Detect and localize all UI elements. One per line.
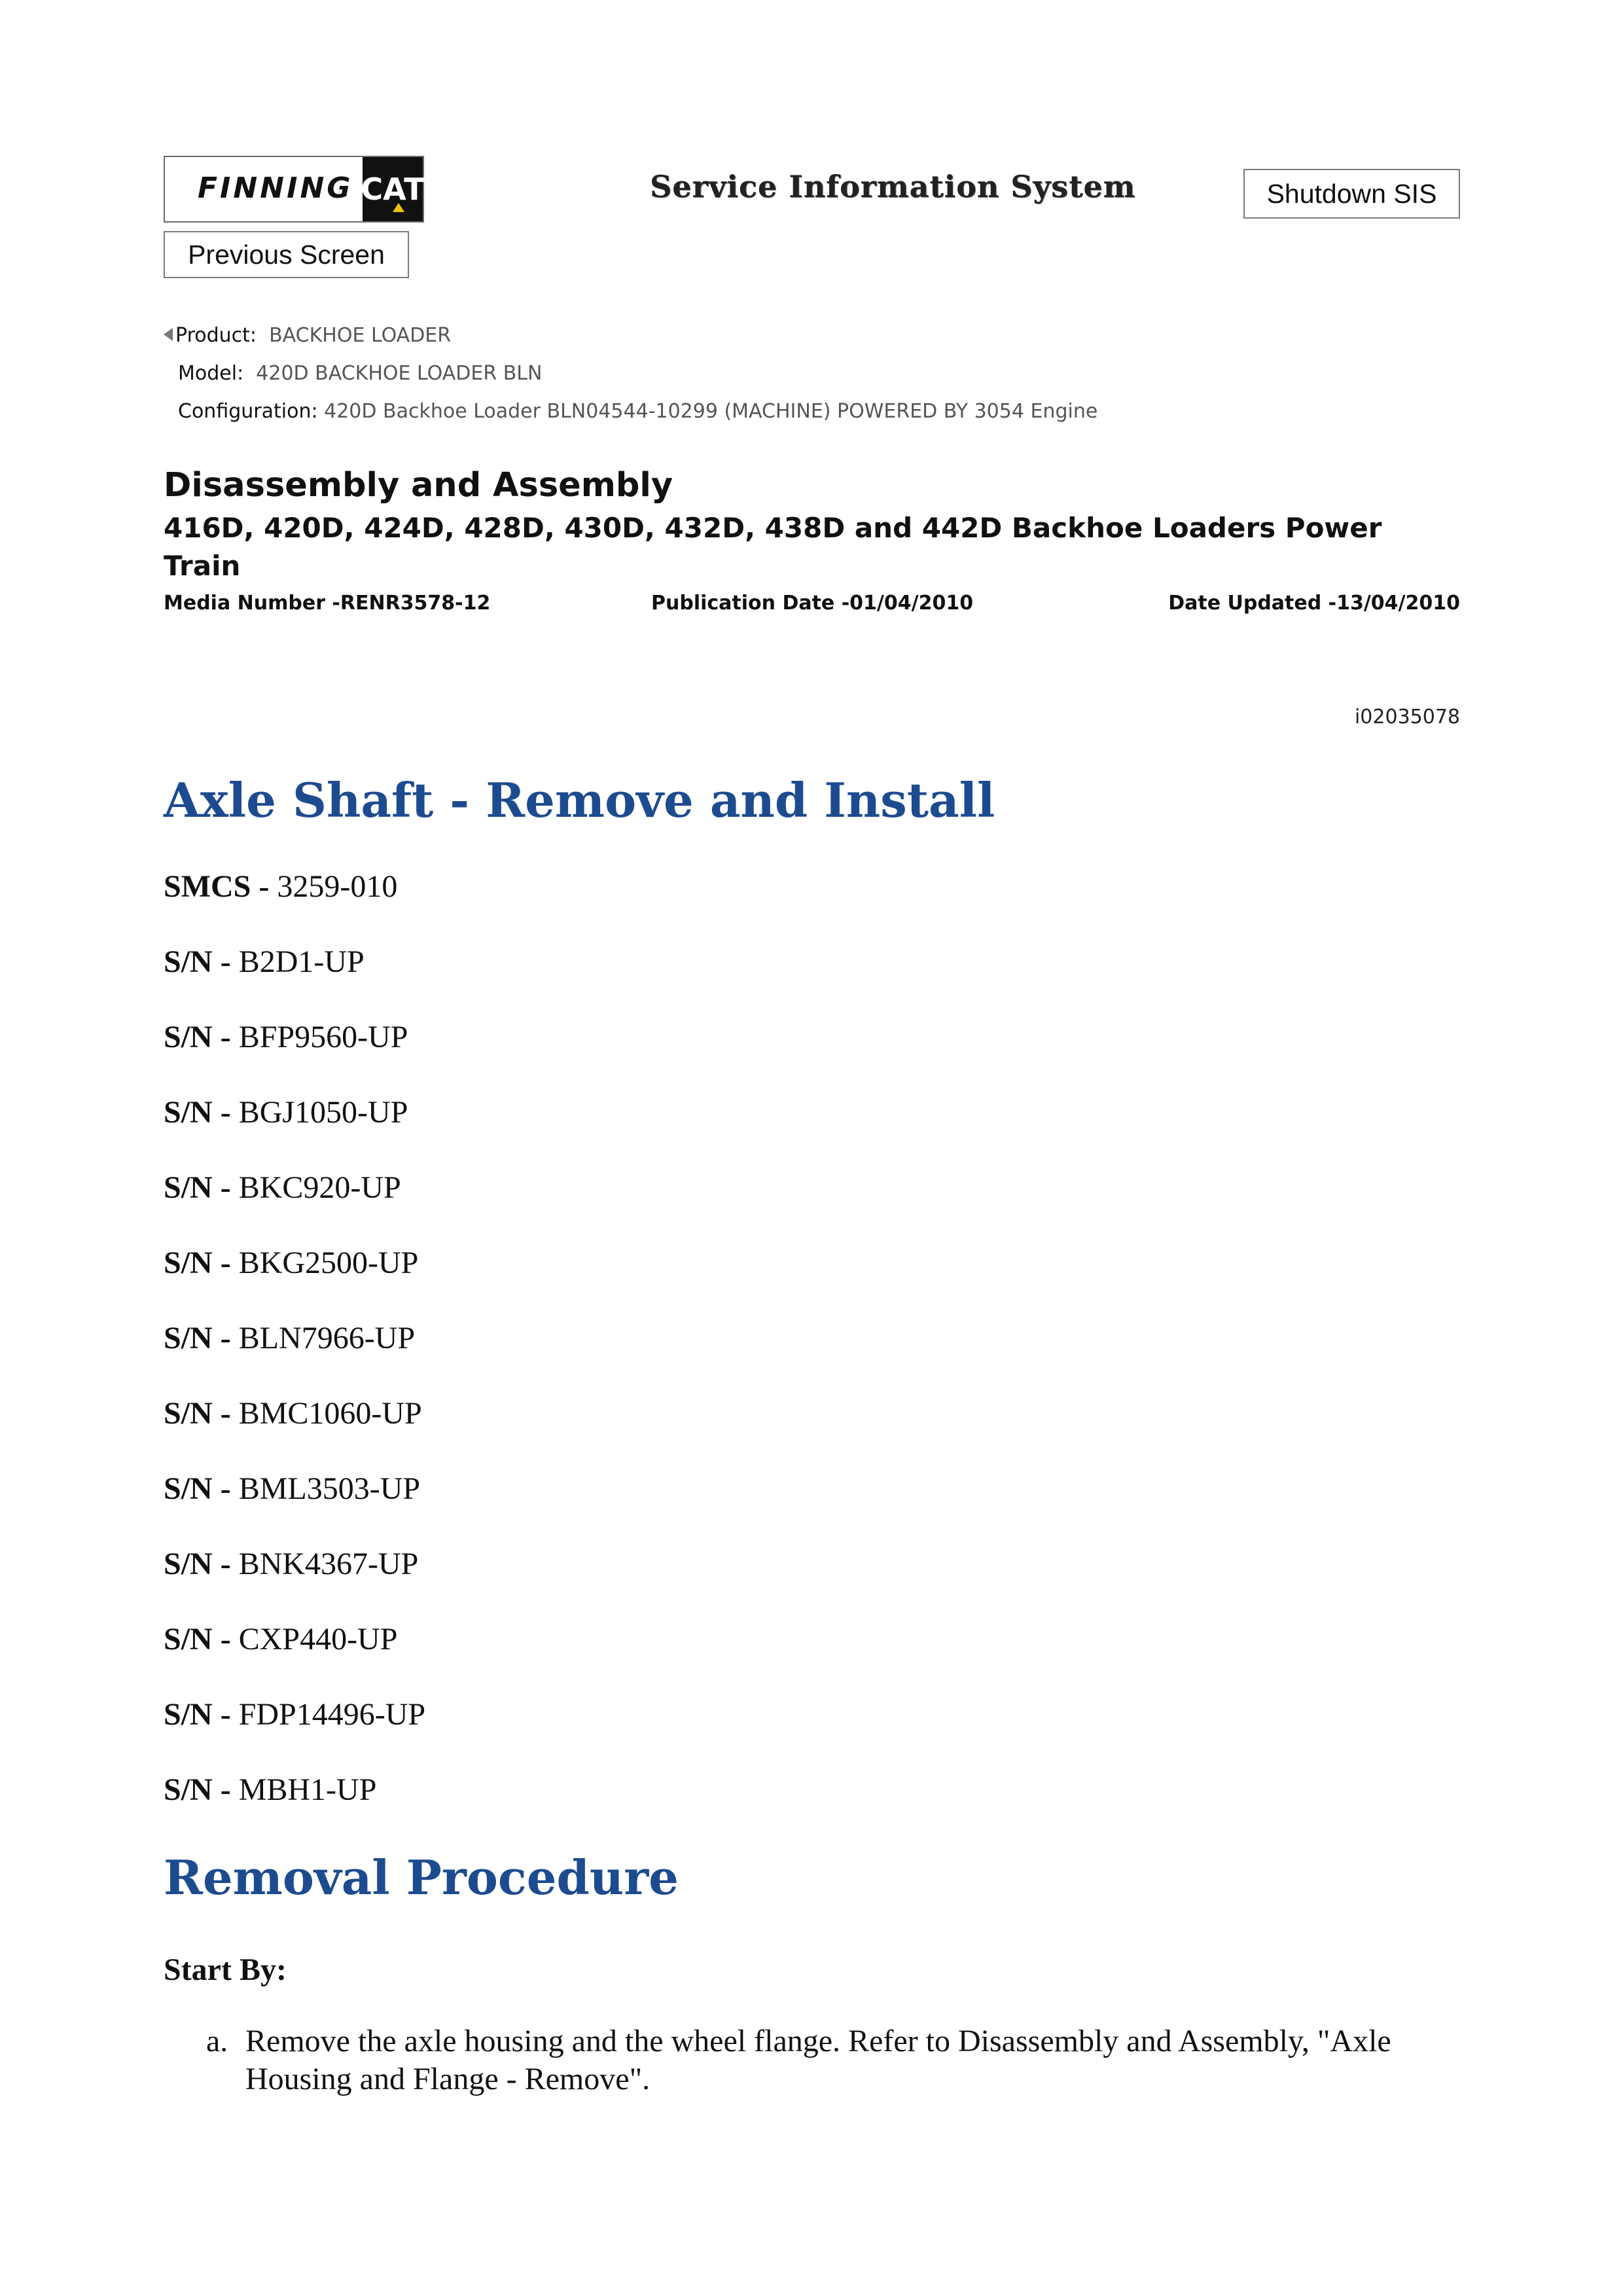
code-label: S/N - [164, 1020, 239, 1054]
code-value: BFP9560-UP [238, 1020, 408, 1054]
configuration-value: 420D Backhoe Loader BLN04544-10299 (MACHINE) POWERED BY 3054 Engine [324, 400, 1098, 423]
date-updated: Date Updated -13/04/2010 [1168, 592, 1460, 615]
step-text: Remove the axle housing and the wheel flange. Refer to Disassembly and Assembly, "Axle Housing and Flange - Remove". [245, 2024, 1391, 2096]
model-value: 420D BACKHOE LOADER BLN [256, 362, 543, 385]
serial-number-item [164, 1244, 425, 1319]
code-value: B2D1-UP [238, 944, 365, 979]
code-value: BKC920-UP [238, 1170, 401, 1205]
code-value: MBH1-UP [238, 1772, 377, 1807]
code-label: S/N - [164, 1095, 239, 1130]
finning-wordmark: FINNING [198, 171, 353, 205]
serial-number-item [164, 1018, 425, 1093]
code-label: S/N - [164, 1471, 239, 1506]
code-label: S/N - [164, 944, 239, 979]
code-label: S/N - [164, 1246, 239, 1280]
code-label: S/N - [164, 1622, 239, 1657]
serial-number-item [164, 1319, 425, 1394]
media-number: Media Number -RENR3578-12 [164, 592, 491, 615]
smcs-code [164, 867, 425, 942]
serial-number-item [164, 1770, 425, 1846]
model-line [178, 362, 542, 385]
code-value: BMC1060-UP [238, 1396, 422, 1431]
previous-screen-button[interactable]: Previous Screen [164, 231, 409, 278]
code-label: S/N - [164, 1547, 239, 1581]
serial-number-item [164, 1545, 425, 1620]
document-id: i02035078 [1354, 706, 1460, 728]
configuration-label: Configuration: [178, 400, 318, 423]
code-value: BNK4367-UP [238, 1547, 419, 1581]
procedure-step [206, 2022, 1469, 2098]
serial-number-item [164, 1394, 425, 1469]
cat-wordmark: CAT [361, 171, 425, 207]
serial-number-item [164, 1093, 425, 1168]
code-value: FDP14496-UP [238, 1697, 426, 1732]
code-label: S/N - [164, 1396, 239, 1431]
system-title: Service Information System [650, 169, 1136, 204]
removal-procedure-title: Removal Procedure [164, 1850, 679, 1905]
finning-cat-logo [164, 156, 424, 223]
step-marker: a. [206, 2024, 228, 2058]
code-label: S/N - [164, 1697, 239, 1732]
product-label: Product: [175, 324, 257, 347]
serial-number-item [164, 942, 425, 1018]
cat-triangle-icon [393, 203, 404, 212]
model-label: Model: [178, 362, 244, 385]
document-heading: Disassembly and Assembly [164, 466, 673, 505]
code-value: BGJ1050-UP [238, 1095, 408, 1130]
article-title: Axle Shaft - Remove and Install [164, 772, 995, 828]
document-subheading: 416D, 420D, 424D, 428D, 430D, 432D, 438D and 442D Backhoe Loaders Power Train [164, 512, 1382, 582]
serial-number-item [164, 1695, 425, 1770]
back-arrow-icon[interactable] [164, 328, 173, 341]
code-label: SMCS - [164, 869, 277, 904]
code-label: S/N - [164, 1772, 239, 1807]
code-value: BLN7966-UP [238, 1321, 416, 1355]
publication-date: Publication Date -01/04/2010 [651, 592, 974, 615]
product-line [164, 324, 451, 347]
serial-number-item [164, 1469, 425, 1545]
code-label: S/N - [164, 1170, 239, 1205]
code-value: BML3503-UP [238, 1471, 421, 1506]
start-by-label: Start By: [164, 1952, 287, 1987]
code-value: 3259-010 [277, 869, 398, 904]
code-value: BKG2500-UP [238, 1246, 419, 1280]
serial-number-item [164, 1620, 425, 1695]
serial-number-item [164, 1168, 425, 1244]
product-value: BACKHOE LOADER [269, 324, 452, 347]
shutdown-sis-button[interactable]: Shutdown SIS [1243, 169, 1460, 219]
serial-number-list [164, 867, 425, 1846]
cat-logo-icon [363, 157, 423, 221]
code-value: CXP440-UP [238, 1622, 398, 1657]
configuration-line [178, 400, 1097, 423]
code-label: S/N - [164, 1321, 239, 1355]
